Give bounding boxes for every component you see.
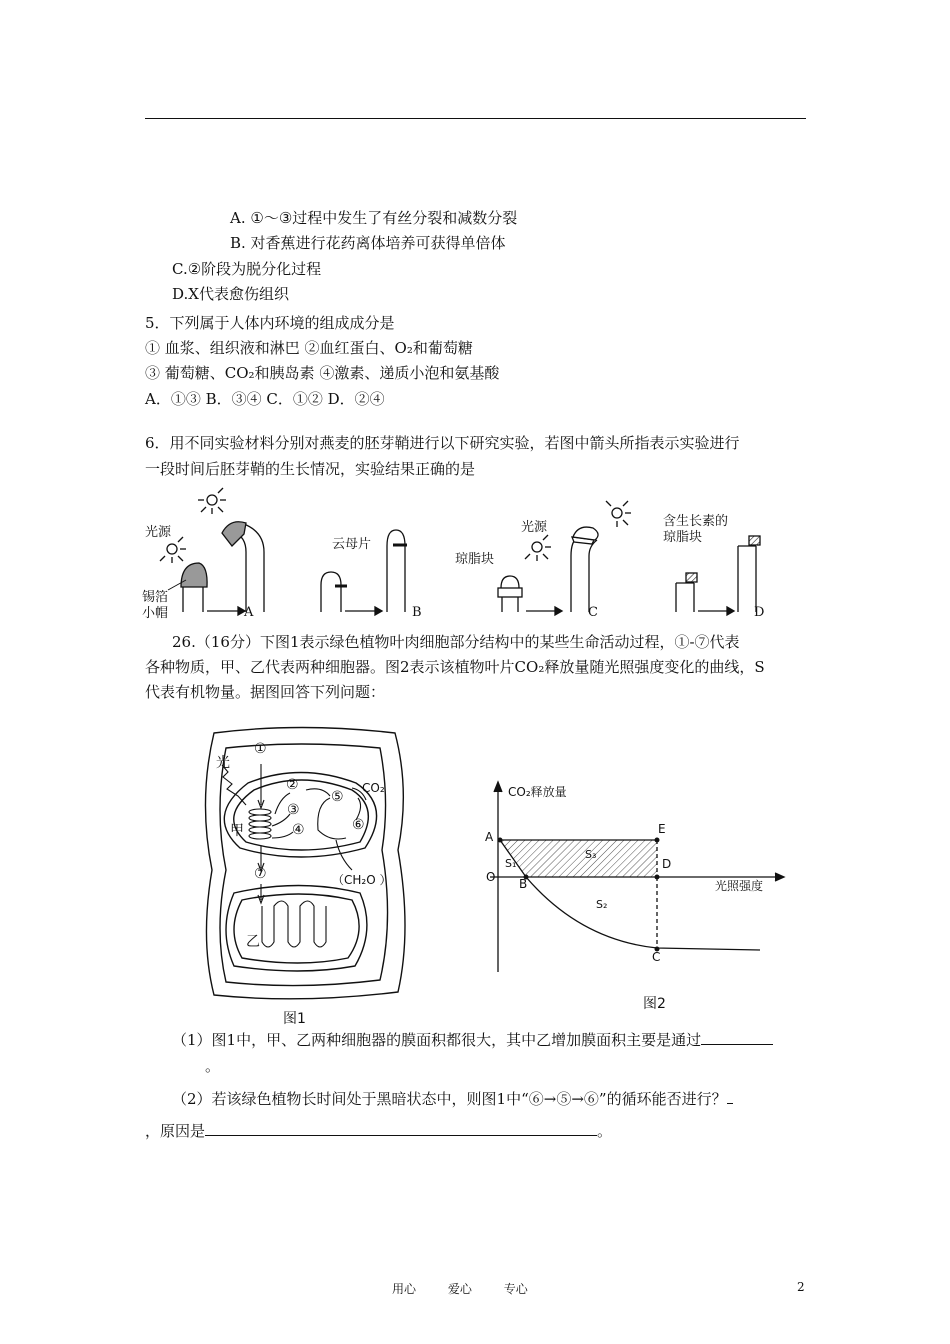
motto-2: 爱心 xyxy=(447,1282,472,1296)
answer-blank-2[interactable] xyxy=(727,1089,733,1104)
motto-3: 专心 xyxy=(503,1282,528,1296)
q5-line-2: ③ 葡萄糖、CO₂和胰岛素 ④激素、递质小泡和氨基酸 xyxy=(145,364,500,382)
fig2-caption: 图2 xyxy=(643,996,666,1012)
marker-1: ① xyxy=(254,741,267,757)
footer-motto xyxy=(392,1280,556,1297)
option-letter-a: A xyxy=(244,605,254,620)
point-e: E xyxy=(658,822,666,836)
q26-stem-1: 26.（16分）下图1表示绿色植物叶肉细胞部分结构中的某些生命活动过程，①-⑦代表 xyxy=(172,633,740,651)
point-d: D xyxy=(662,857,672,871)
answer-blank-1[interactable] xyxy=(701,1030,773,1045)
option-letter-c: C xyxy=(588,605,598,620)
marker-2: ② xyxy=(286,777,299,793)
area-s1: S₁ xyxy=(505,857,517,870)
marker-6: ⑥ xyxy=(352,817,365,833)
label-light-source-c: 光源 xyxy=(521,520,548,535)
point-o: O xyxy=(486,870,496,884)
answer-blank-3[interactable] xyxy=(205,1121,597,1136)
option-d: D.X代表愈伤组织 xyxy=(172,285,289,303)
q5-line-1: ① 血浆、组织液和淋巴 ②血红蛋白、O₂和葡萄糖 xyxy=(145,339,473,357)
option-letter-b: B xyxy=(412,605,422,620)
q6-stem-2: 一段时间后胚芽鞘的生长情况，实验结果正确的是 xyxy=(145,460,476,478)
fig1-caption: 图1 xyxy=(283,1011,306,1027)
label-auxin-agar-2: 琼脂块 xyxy=(663,530,703,545)
marker-3: ③ xyxy=(287,802,300,818)
q26-stem-2: 各种物质，甲、乙代表两种细胞器。图2表示该植物叶片CO₂释放量随光照强度变化的曲线，S xyxy=(145,658,765,676)
co2-label: CO₂ xyxy=(362,781,385,795)
motto-1: 用心 xyxy=(392,1282,417,1296)
label-mica: 云母片 xyxy=(332,537,372,552)
option-b: B. 对香蕉进行花药离体培养可获得单倍体 xyxy=(230,234,506,252)
q5-options: A．①③ B．③④ C．①② D．②④ xyxy=(145,390,385,408)
marker-5: ⑤ xyxy=(331,789,344,805)
q26-sub2-b-text: ，原因是 xyxy=(145,1122,206,1140)
page-number: 2 xyxy=(797,1280,805,1294)
ch2o-label: （CH₂O ） xyxy=(332,873,392,887)
q26-sub2 xyxy=(172,1089,733,1109)
q26-sub1-end: 。 xyxy=(205,1057,221,1075)
y-axis-label: CO₂释放量 xyxy=(508,785,567,799)
point-a: A xyxy=(485,830,494,844)
light-label: 光 xyxy=(216,755,230,771)
organelle-b-label: 乙 xyxy=(246,934,260,950)
area-s2: S₂ xyxy=(596,898,608,911)
label-auxin-agar-1: 含生长素的 xyxy=(663,514,729,529)
option-letter-d: D xyxy=(754,605,765,620)
q5-stem: 5．下列属于人体内环境的组成成分是 xyxy=(145,314,395,332)
marker-7: ⑦ xyxy=(254,866,267,882)
label-light-source-a: 光源 xyxy=(145,525,172,540)
q26-sub2-b xyxy=(145,1121,612,1141)
organelle-a-label: 甲 xyxy=(230,823,244,839)
point-c: C xyxy=(652,950,661,964)
label-tin-cap-2: 小帽 xyxy=(142,606,169,621)
q26-stem-3: 代表有机物量。据图回答下列问题： xyxy=(145,683,386,701)
q26-sub2-end: 。 xyxy=(597,1122,613,1140)
marker-4: ④ xyxy=(292,822,305,838)
q26-sub1 xyxy=(172,1030,773,1050)
option-c: C.②阶段为脱分化过程 xyxy=(172,260,322,278)
label-tin-cap-1: 锡箔 xyxy=(142,590,169,605)
q26-sub1-text: （1）图1中，甲、乙两种细胞器的膜面积都很大，其中乙增加膜面积主要是通过 xyxy=(172,1031,702,1049)
q26-sub2-text: （2）若该绿色植物长时间处于黑暗状态中，则图1中“⑥→⑤→⑥”的循环能否进行？ xyxy=(172,1090,727,1108)
x-axis-label: 光照强度 xyxy=(715,879,764,893)
option-a: A. ①～③过程中发生了有丝分裂和减数分裂 xyxy=(230,209,518,227)
point-b: B xyxy=(519,877,528,891)
label-agar: 琼脂块 xyxy=(455,552,495,567)
area-s3: S₃ xyxy=(585,848,597,861)
q6-stem-1: 6．用不同实验材料分别对燕麦的胚芽鞘进行以下研究实验，若图中箭头所指表示实验进行 xyxy=(145,434,740,452)
